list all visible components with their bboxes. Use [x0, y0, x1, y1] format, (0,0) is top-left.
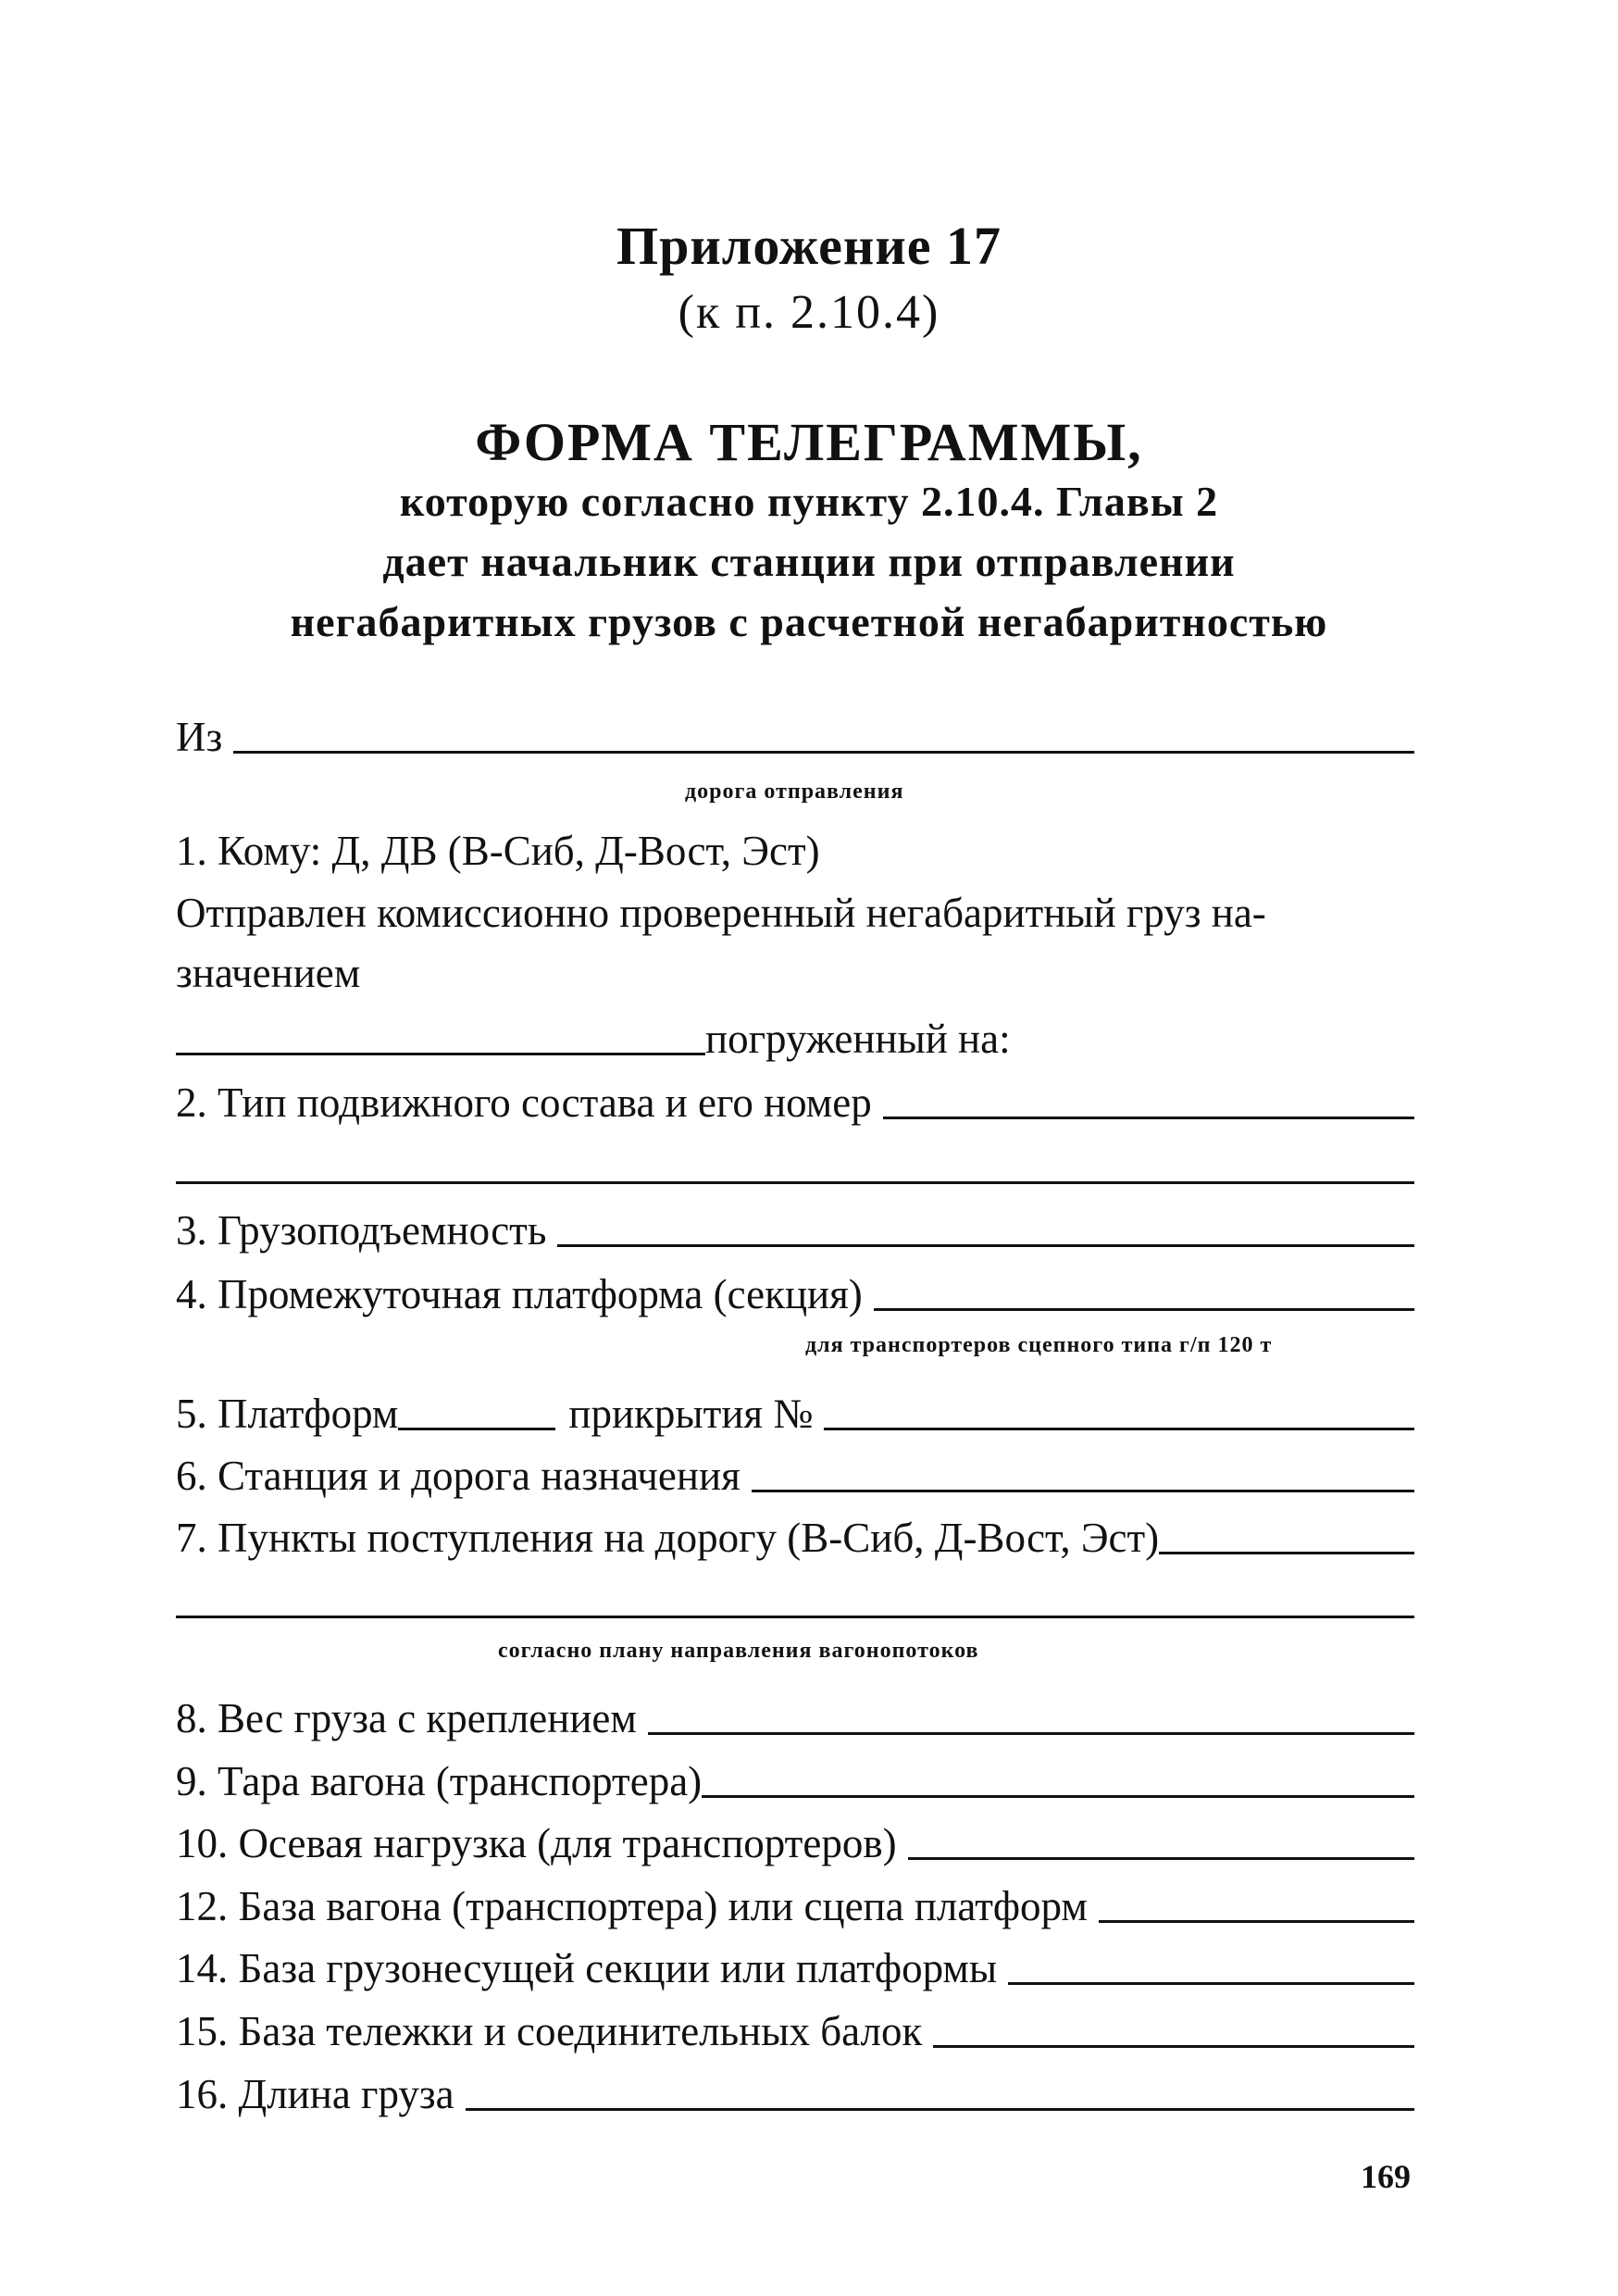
loaded-on-label: погруженный на: [705, 1016, 1011, 1062]
from-caption: дорога отправления [685, 780, 904, 804]
sent-text-line-2: значением [176, 950, 361, 996]
item-12-label: 12. База вагона (транспортера) или сцепа платформ [176, 1883, 1088, 1929]
item-15-label: 15. База тележки и соединительных балок [176, 2008, 923, 2054]
item-15-field[interactable] [933, 2045, 1414, 2048]
item-4-field[interactable] [874, 1308, 1414, 1311]
item-5-label: 5. Платформ [176, 1391, 399, 1437]
item-6-label: 6. Станция и дорога назначения [176, 1453, 741, 1499]
item-16-label: 16. Длина груза [176, 2071, 454, 2117]
form-title: ФОРМА ТЕЛЕГРАММЫ, [475, 412, 1143, 472]
item-14-label: 14. База грузонесущей секции или платформы [176, 1945, 998, 1991]
from-field[interactable] [233, 751, 1414, 754]
item-14-field[interactable] [1008, 1982, 1414, 1985]
item-5-row [176, 1382, 1414, 1438]
form-subtitle-line-1: которую согласно пункту 2.10.4. Главы 2 [399, 478, 1219, 525]
item-1-recipients: 1. Кому: Д, ДВ (В-Сиб, Д-Вост, Эст) [176, 828, 820, 874]
item-7-label: 7. Пункты поступления на дорогу (В-Сиб, Д-Вост, Эст) [176, 1515, 1160, 1561]
item-15-row [176, 2000, 1414, 2055]
item-8-row [176, 1687, 1414, 1742]
item-6-row [176, 1444, 1414, 1500]
page-number: 169 [1361, 2158, 1411, 2195]
item-7-row [176, 1506, 1414, 1562]
item-14-row [176, 1937, 1414, 1992]
sent-text-line-1: Отправлен комиссионно проверенный негабаритный груз на- [176, 890, 1266, 936]
item-4-caption: для транспортеров сцепного типа г/п 120 т [805, 1333, 1273, 1357]
appendix-reference: (к п. 2.10.4) [678, 286, 940, 339]
item-2-extra-field[interactable] [176, 1181, 1414, 1184]
item-8-field[interactable] [648, 1732, 1414, 1735]
item-4-label: 4. Промежуточная платформа (секция) [176, 1271, 863, 1317]
loaded-on-row [176, 1007, 1414, 1063]
item-4-row [176, 1263, 1414, 1318]
item-9-label: 9. Тара вагона (транспортера) [176, 1758, 703, 1804]
item-12-field[interactable] [1099, 1920, 1414, 1923]
from-row [176, 705, 1414, 761]
item-7-field[interactable] [1159, 1552, 1414, 1554]
item-9-field[interactable] [702, 1795, 1414, 1798]
form-subtitle-line-2: дает начальник станции при отправлении [382, 538, 1236, 585]
item-5-platform-field[interactable] [398, 1428, 555, 1430]
item-2-row [176, 1071, 1414, 1127]
item-5-cover-field[interactable] [824, 1428, 1414, 1430]
item-8-label: 8. Вес груза с креплением [176, 1695, 637, 1741]
appendix-title: Приложение 17 [616, 216, 1002, 276]
item-6-field[interactable] [752, 1490, 1414, 1492]
item-10-row [176, 1812, 1414, 1867]
destination-field[interactable] [176, 1053, 705, 1055]
from-label: Из [176, 714, 223, 760]
item-7-caption: согласно плану направления вагонопотоков [498, 1639, 979, 1663]
item-16-field[interactable] [466, 2108, 1414, 2111]
item-9-row [176, 1750, 1414, 1805]
item-16-row [176, 2063, 1414, 2118]
item-3-row [176, 1199, 1414, 1254]
item-10-label: 10. Осевая нагрузка (для транспортеров) [176, 1820, 897, 1866]
item-7-extra-field[interactable] [176, 1616, 1414, 1618]
item-12-row [176, 1875, 1414, 1930]
item-10-field[interactable] [908, 1857, 1414, 1860]
item-2-label: 2. Тип подвижного состава и его номер [176, 1079, 872, 1126]
form-subtitle-line-3: негабаритных грузов с расчетной негабаритностью [290, 598, 1328, 645]
item-3-field[interactable] [557, 1244, 1414, 1247]
item-3-label: 3. Грузоподъемность [176, 1207, 547, 1254]
item-2-field[interactable] [883, 1117, 1414, 1119]
item-5-cover-label: прикрытия № [568, 1391, 814, 1437]
